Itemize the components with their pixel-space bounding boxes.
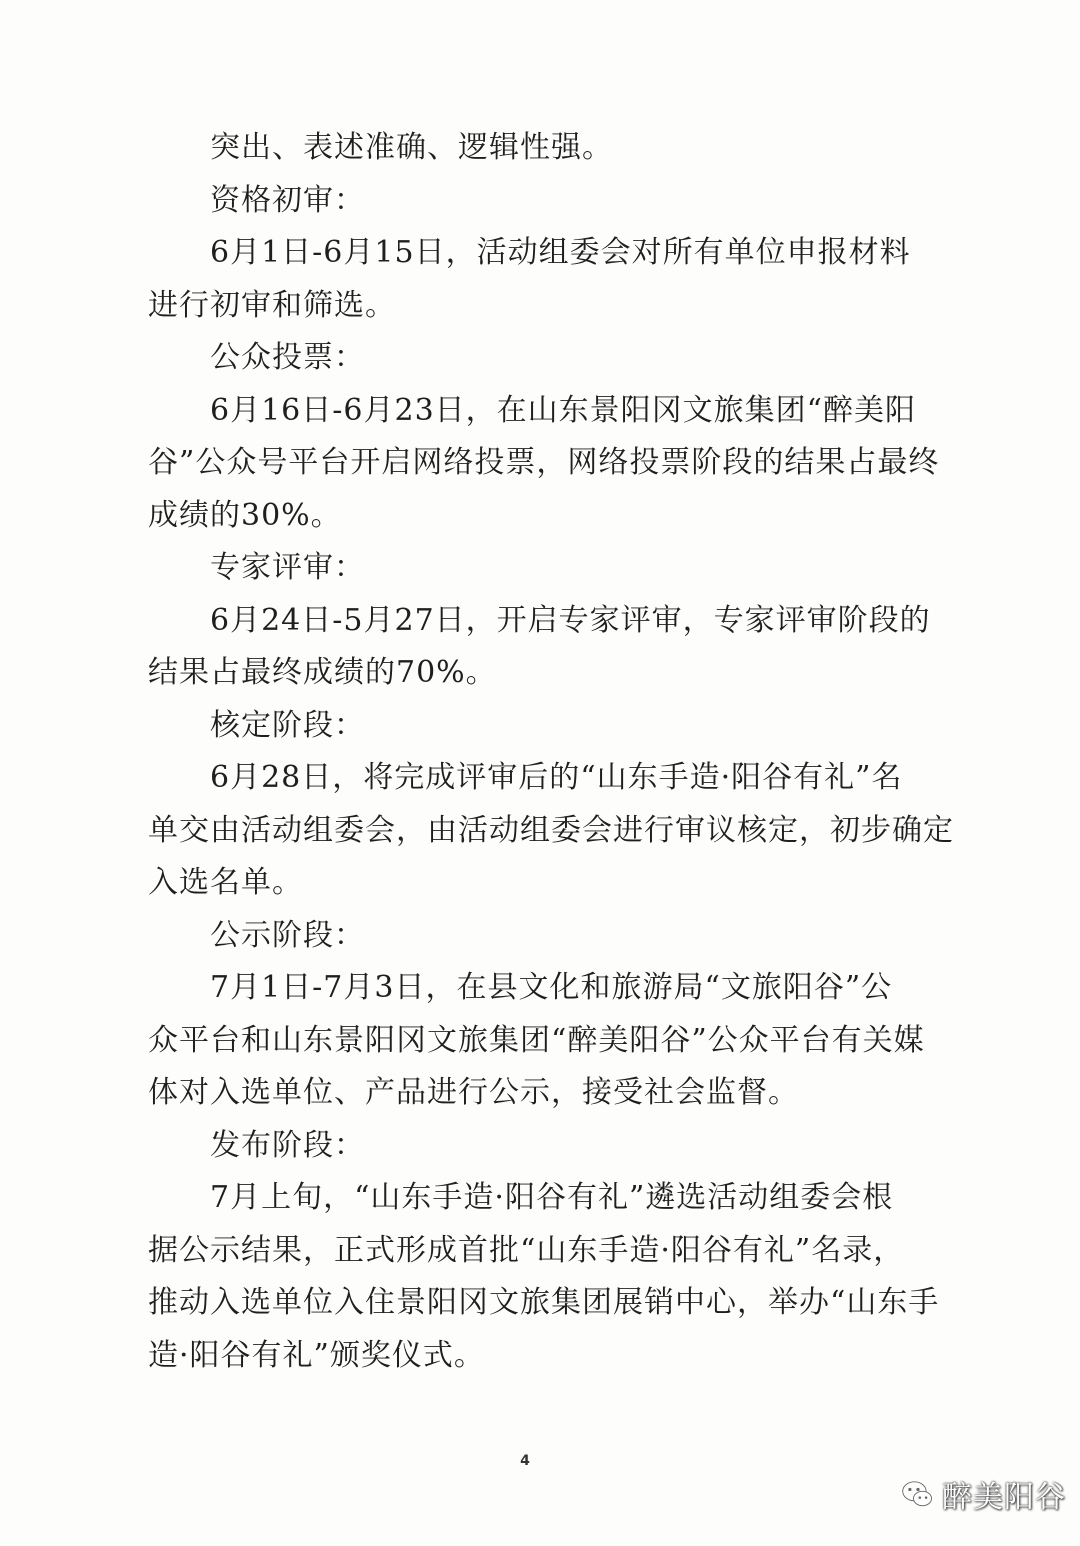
body-line: 体对入选单位、产品进行公示，接受社会监督。: [148, 1075, 799, 1110]
body-line: 单交由活动组委会，由活动组委会进行审议核定，初步确定: [148, 812, 954, 848]
section-heading: 核定阶段：: [210, 707, 365, 743]
wechat-icon: [900, 1476, 936, 1512]
section-heading: 专家评审：: [210, 550, 365, 585]
body-line: 6月24日-5月27日，开启专家评审，专家评审阶段的: [210, 602, 931, 638]
body-line: 7月上旬，“山东手造·阳谷有礼”遴选活动组委会根: [210, 1180, 894, 1215]
body-line: 6月28日，将完成评审后的“山东手造·阳谷有礼”名: [210, 760, 903, 795]
body-line: 入选名单。: [148, 865, 303, 900]
watermark-text: 醉美阳谷: [942, 1480, 1066, 1515]
section-heading: 资格初审：: [210, 182, 365, 218]
page-number: 4: [520, 1453, 530, 1469]
body-line: 谷”公众号平台开启网络投票，网络投票阶段的结果占最终: [148, 445, 940, 480]
body-line: 6月1日-6月15日，活动组委会对所有单位申报材料: [210, 235, 911, 270]
body-line: 6月16日-6月23日，在山东景阳冈文旅集团“醉美阳: [210, 392, 916, 428]
body-line: 众平台和山东景阳冈文旅集团“醉美阳谷”公众平台有关媒: [148, 1022, 925, 1058]
document-body: [148, 122, 954, 1382]
watermark: [900, 1474, 1066, 1514]
body-line: 7月1日-7月3日，在县文化和旅游局“文旅阳谷”公: [210, 970, 893, 1005]
body-line: 结果占最终成绩的70%。: [148, 655, 497, 690]
body-line: 进行初审和筛选。: [148, 287, 396, 323]
section-heading: 公示阶段：: [210, 917, 365, 953]
body-line: 造·阳谷有礼”颁奖仪式。: [148, 1337, 485, 1373]
body-line: 突出、表述准确、逻辑性强。: [210, 130, 613, 165]
body-line: 成绩的30%。: [148, 497, 342, 533]
body-line: 据公示结果，正式形成首批“山东手造·阳谷有礼”名录，: [148, 1232, 905, 1268]
section-heading: 公众投票：: [210, 340, 365, 375]
body-line: 推动入选单位入住景阳冈文旅集团展销中心，举办“山东手: [148, 1285, 940, 1320]
section-heading: 发布阶段：: [210, 1127, 365, 1163]
